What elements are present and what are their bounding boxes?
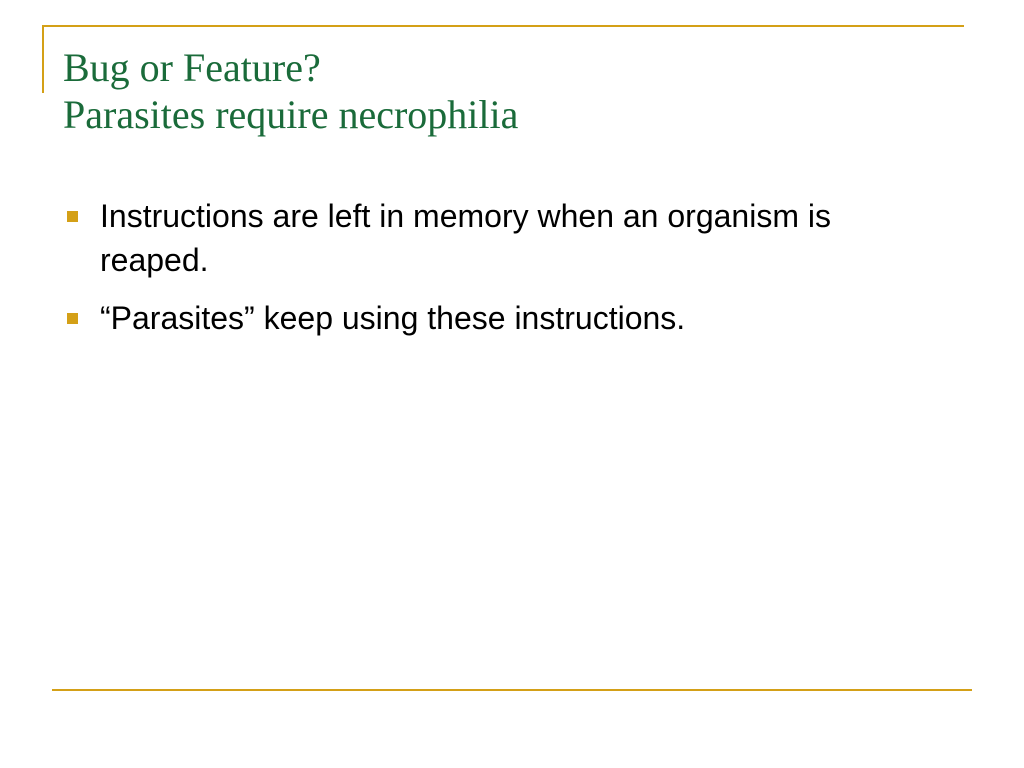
bullet-text: Instructions are left in memory when an organism is reaped. — [100, 198, 831, 278]
square-bullet-icon — [67, 211, 78, 222]
left-accent-line — [42, 25, 44, 93]
bullet-item — [64, 296, 924, 340]
slide-title-line-2: Parasites require necrophilia — [63, 92, 519, 137]
bullet-list — [64, 194, 924, 354]
slide-title — [63, 44, 943, 138]
slide-title-line-1: Bug or Feature? — [63, 45, 321, 90]
square-bullet-icon — [67, 313, 78, 324]
bottom-accent-line — [52, 689, 972, 691]
top-accent-line — [42, 25, 964, 27]
bullet-item — [64, 194, 924, 282]
bullet-text: “Parasites” keep using these instructions. — [100, 300, 686, 336]
